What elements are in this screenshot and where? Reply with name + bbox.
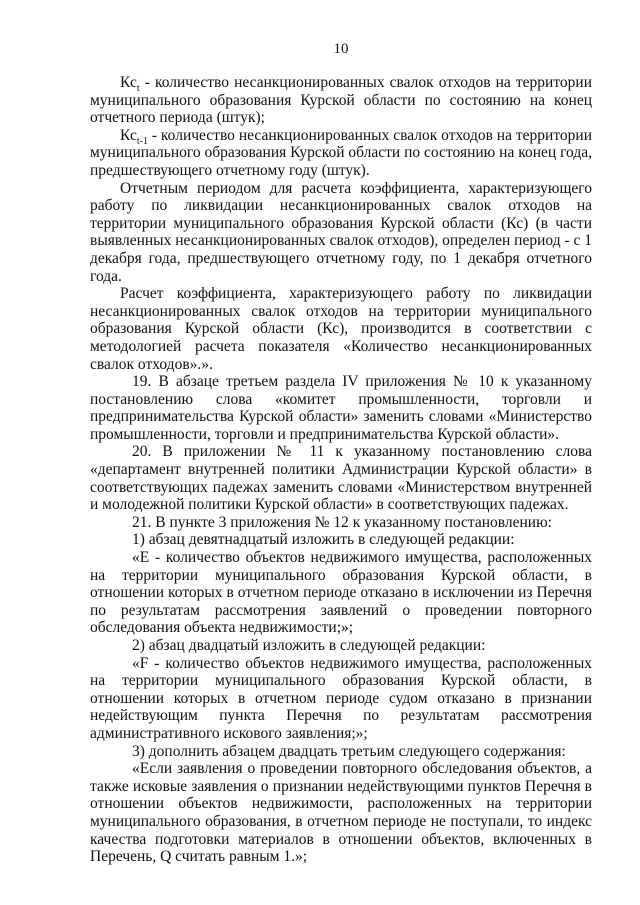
paragraph-item-20: 20. В приложении № 11 к указанному постановлению слова «департамент внутренней политики Администрации Курской области» в соответствующих падежах заменить словами «Министерством внутренней и молодежной политики Курской области» в соответствующих падежах. — [90, 443, 592, 514]
paragraph-calculation: Расчет коэффициента, характеризующего работу по ликвидации несанкционированных свалок отходов на территории муниципального образования Курской области (Кс), производится в соответствии с методологией расчета показателя «Количество несанкционированных свалок отходов».». — [90, 285, 592, 373]
paragraph-kct-1 — [90, 127, 592, 180]
paragraph-definition-f: «F - количество объектов недвижимого имущества, расположенных на территории муниципального образования Курской области, в отношении которых в отчетном периоде судом отказано в признании недействующим пункта Перечня по результатам рассмотрения административного искового заявления;»; — [90, 654, 592, 742]
paragraph-subitem-3: 3) дополнить абзацем двадцать третьим следующего содержания: — [132, 742, 566, 760]
kc-subscript: t-1 — [136, 135, 148, 147]
paragraph-q-definition: «Если заявления о проведении повторного обследования объектов, а также исковые заявления о признании недействующими пунктов Перечня в отношении объектов недвижимости, расположенных на территории муниципального образования, в отчетном периоде не поступали, то индекс качества подготовки материалов в отношении объектов, включенных в Перечень, Q считать равным 1.»; — [90, 760, 592, 866]
document-body — [90, 74, 592, 866]
kc-subscript: t — [136, 83, 140, 95]
kc-symbol: Кс — [120, 74, 137, 91]
paragraph-reporting-period: Отчетным периодом для расчета коэффициента, характеризующего работу по ликвидации несанкционированных свалок отходов на территории муниципального образования Курской области (Кс) (в части выявленных несанкционированных свалок отходов), определен период - с 1 декабря года, предшествующего отчетному году, по 1 декабря отчетного года. — [90, 179, 593, 285]
paragraph-subitem-2: 2) абзац двадцатый изложить в следующей редакции: — [132, 637, 486, 654]
paragraph-text: - количество несанкционированных свалок отходов на территории муниципального образования Курской области по состоянию на конец отчетного периода (штук); — [90, 74, 592, 127]
kc-symbol: Кс — [120, 126, 137, 144]
page-number: 10 — [333, 41, 349, 57]
paragraph-text: - количество несанкционированных свалок отходов на территории муниципального образования Курской области по состоянию на конец года, предшествующего отчетному году (штук). — [90, 126, 592, 179]
paragraph-definition-e: «E - количество объектов недвижимого имущества, расположенных на территории муниципального образования Курской области, в отношении которых в отчетном периоде отказано в исключении из Перечня по результатам рассмотрения заявлений о проведении повторного обследования объекта недвижимости;»; — [90, 549, 592, 637]
paragraph-item-19: 19. В абзаце третьем раздела IV приложения № 10 к указанному постановлению слова «комитет промышленности, торговли и предпринимательства Курской области» заменить словами «Министерство промышленности, торговли и предпринимательства Курской области». — [90, 373, 592, 443]
paragraph-item-21: 21. В пункте 3 приложения № 12 к указанному постановлению: — [132, 513, 552, 531]
paragraph-subitem-1: 1) абзац девятнадцатый изложить в следующей редакции: — [132, 531, 515, 549]
paragraph-kct — [90, 74, 592, 127]
